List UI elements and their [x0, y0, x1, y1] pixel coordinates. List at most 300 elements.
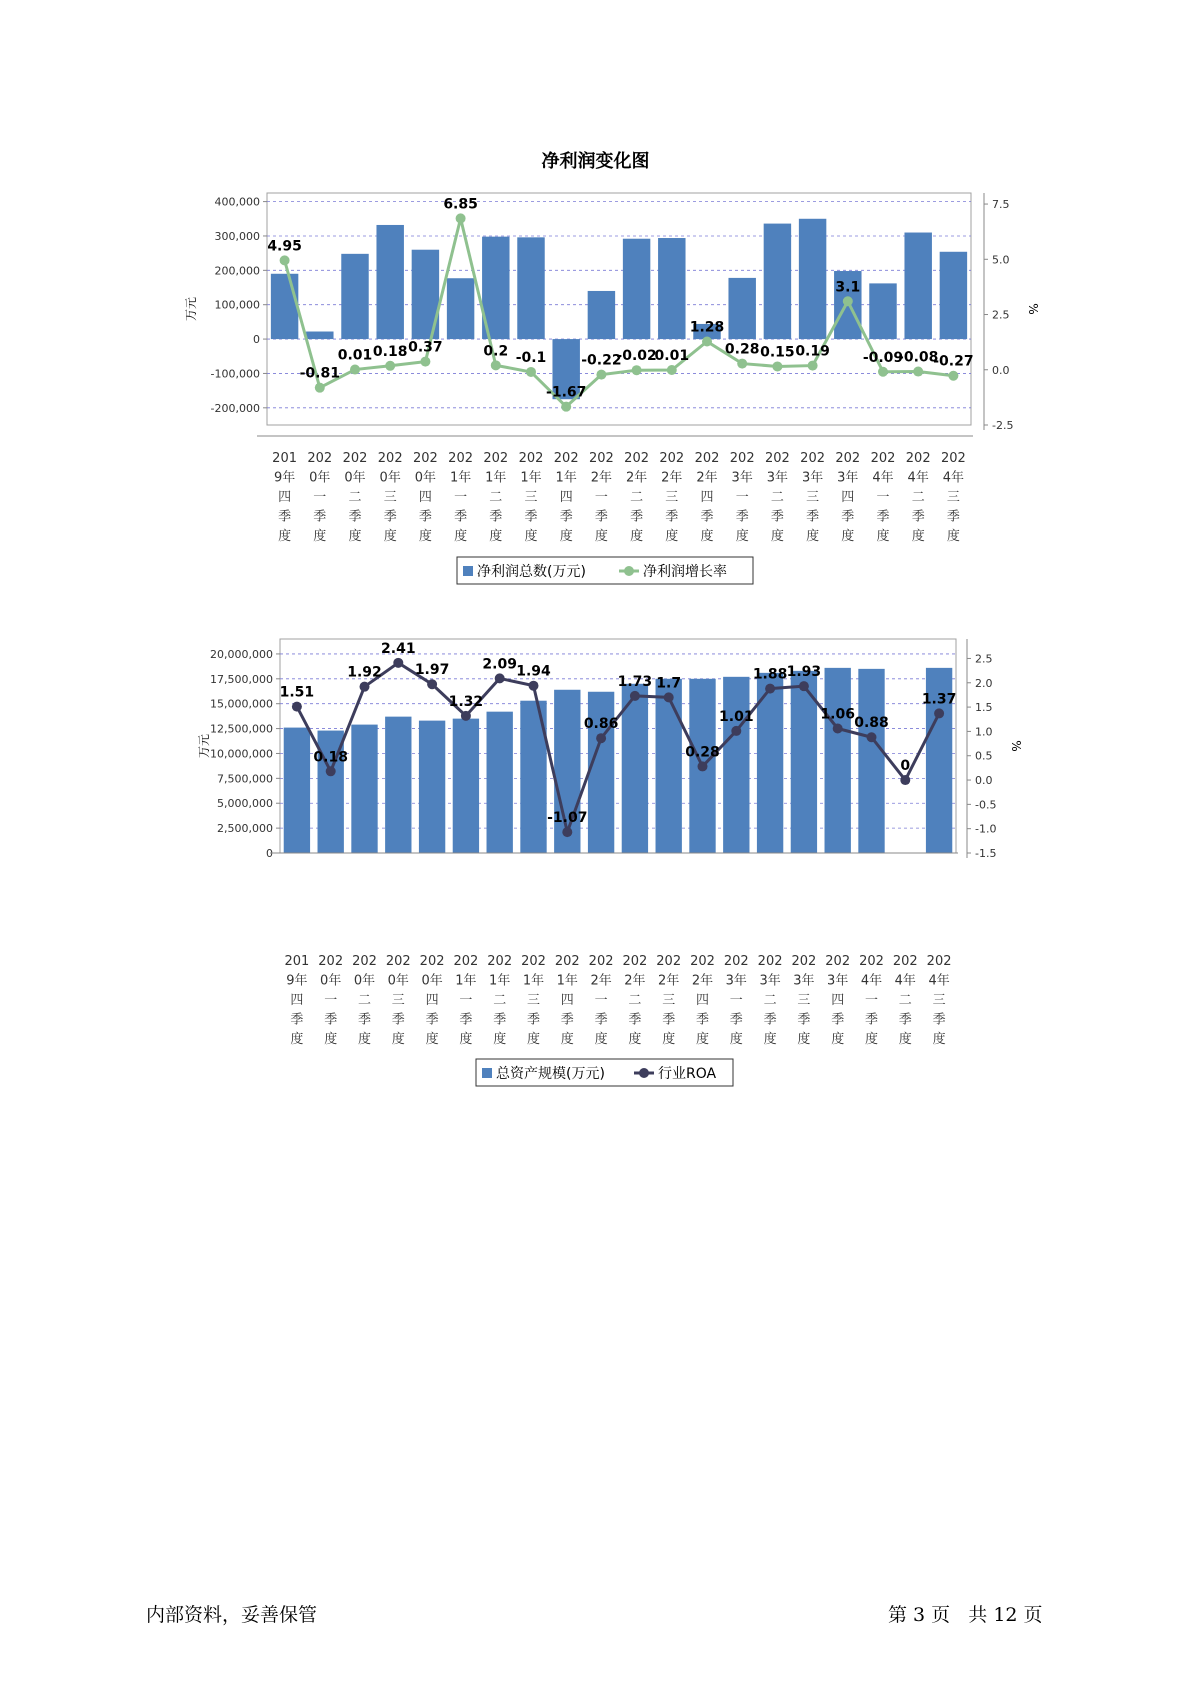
line-point — [420, 357, 430, 367]
line-point — [461, 711, 471, 721]
x-tick-label-line: 0年 — [387, 973, 409, 989]
x-tick-label-line: 202 — [385, 954, 411, 969]
x-tick-label-line: 202 — [757, 954, 783, 969]
line-point — [737, 359, 747, 369]
x-tick-label-line: 二 — [898, 993, 912, 1008]
x-tick-label-line: 3年 — [837, 470, 859, 486]
x-tick-label — [893, 954, 918, 1047]
line-point — [630, 691, 640, 701]
x-tick-label-line: 季 — [864, 1012, 879, 1028]
x-tick-label-line: 度 — [770, 529, 784, 544]
x-tick-label-line: 四 — [695, 993, 710, 1008]
x-tick-label-line: 季 — [313, 509, 327, 525]
x-tick-label-line: 度 — [526, 1032, 541, 1047]
y-tick-label: 0 — [266, 847, 273, 860]
x-tick-label-line: 2年 — [590, 973, 612, 989]
confidential-note: 内部资料，妥善保管 — [146, 1604, 318, 1626]
x-tick-label-line: 季 — [559, 509, 573, 525]
x-tick-label-line: 一 — [313, 490, 327, 505]
x-tick-label-line: 度 — [278, 529, 292, 544]
line-point — [913, 367, 923, 377]
bar — [517, 237, 544, 339]
x-tick-label — [927, 954, 952, 1047]
data-label: 0.19 — [795, 343, 830, 360]
x-tick-label-line: 9年 — [286, 973, 308, 989]
data-label: 0.28 — [685, 744, 720, 761]
line-point — [702, 336, 712, 346]
data-label: 0.01 — [654, 347, 690, 364]
x-tick-label-line: 2年 — [625, 470, 648, 486]
data-label: -0.08 — [898, 349, 939, 366]
x-tick-label-line: 度 — [454, 529, 468, 544]
x-tick-label — [483, 451, 508, 544]
x-tick-label-line: 一 — [594, 993, 608, 1008]
x-tick-label-line: 一 — [876, 490, 890, 505]
line-point — [878, 367, 888, 377]
line-point — [292, 702, 302, 712]
x-tick-label-line: 四 — [425, 993, 439, 1008]
y-tick-label: 10,000,000 — [210, 747, 273, 761]
x-tick-label-line: 度 — [418, 529, 432, 544]
data-label: -0.22 — [581, 352, 622, 369]
x-tick-label-line: 202 — [453, 954, 479, 969]
x-tick-label-line: 一 — [454, 490, 468, 505]
x-tick-label-line: 季 — [489, 509, 503, 525]
y2-tick-label: -0.5 — [975, 798, 997, 812]
data-label: 1.7 — [656, 675, 682, 692]
x-tick-label-line: 季 — [560, 1012, 574, 1028]
y-tick-label: 100,000 — [214, 298, 260, 312]
x-tick-label-line: 度 — [911, 529, 925, 544]
data-label: -0.81 — [299, 365, 340, 382]
data-label: 1.97 — [414, 662, 450, 679]
line-point — [632, 365, 642, 375]
x-tick-label-line: 202 — [905, 451, 931, 466]
bar — [940, 252, 967, 339]
x-tick-label-line: 季 — [290, 1012, 304, 1028]
x-tick-label — [521, 954, 546, 1047]
x-tick-label-line: 季 — [493, 1012, 507, 1028]
x-tick-label-line: 季 — [841, 509, 855, 525]
x-tick-label — [448, 451, 473, 544]
x-tick-label — [690, 954, 715, 1047]
x-tick-label-line: 4年 — [894, 973, 916, 989]
x-tick-label-line: 202 — [622, 954, 648, 969]
legend-line-label: 净利润增长率 — [643, 564, 727, 580]
line-point — [833, 723, 843, 733]
x-tick-label-line: 度 — [357, 1032, 372, 1047]
x-tick-label-line: 201 — [284, 954, 310, 969]
x-tick-label-line: 季 — [729, 1012, 743, 1028]
x-tick-label-line: 1年 — [522, 973, 545, 989]
line-point — [731, 726, 741, 736]
data-label: 0.18 — [372, 343, 408, 360]
line-point — [934, 708, 944, 718]
x-tick-label-line: 3年 — [759, 973, 781, 989]
data-label: 0.15 — [760, 344, 795, 361]
bar — [623, 239, 650, 339]
x-tick-label-line: 度 — [763, 1032, 777, 1047]
x-tick-label-line: 季 — [454, 509, 468, 525]
line-point — [596, 370, 606, 380]
x-tick-label-line: 202 — [690, 954, 715, 969]
net-profit-chart-canvas — [0, 135, 1191, 605]
line-point — [667, 365, 677, 375]
bar — [904, 233, 931, 340]
x-tick-label — [695, 451, 720, 544]
x-tick-label-line: 季 — [911, 509, 925, 525]
x-tick-label-line: 二 — [357, 993, 372, 1008]
x-tick-label — [589, 954, 614, 1047]
total-assets-chart-canvas — [0, 635, 1191, 1105]
data-label: 1.88 — [752, 666, 788, 683]
x-tick-label-line: 202 — [483, 451, 509, 466]
data-label: 0.01 — [337, 347, 373, 364]
x-tick-label-line: 四 — [559, 490, 573, 505]
x-tick-label — [386, 954, 411, 1047]
x-tick-label-line: 1年 — [449, 470, 472, 486]
legend-bar-swatch — [482, 1068, 492, 1078]
x-tick-label-line: 2年 — [624, 973, 646, 989]
data-label: 0 — [900, 758, 911, 775]
x-tick-label — [487, 954, 512, 1047]
line-point — [385, 361, 395, 371]
y-axis-label: 万元 — [184, 296, 198, 322]
x-tick-label-line: 2年 — [691, 973, 714, 989]
x-tick-label-line: 季 — [324, 1012, 338, 1028]
y2-axis-label: % — [1026, 303, 1040, 315]
y2-tick-label: 0.5 — [975, 749, 993, 763]
x-tick-label-line: 202 — [554, 954, 580, 969]
x-tick-label-line: 季 — [383, 509, 397, 525]
line-point — [491, 360, 501, 370]
x-tick-label — [659, 451, 684, 544]
x-tick-label-line: 202 — [419, 954, 445, 969]
x-tick-label-line: 度 — [831, 1032, 845, 1047]
bar — [588, 291, 615, 339]
line-point — [427, 679, 437, 689]
x-tick-label-line: 2年 — [590, 470, 613, 486]
y-tick-label: 5,000,000 — [217, 797, 273, 811]
line-point — [360, 682, 370, 692]
data-label: -1.07 — [547, 810, 588, 827]
data-label: 1.28 — [689, 319, 725, 336]
line-point — [772, 361, 782, 371]
data-label: -0.1 — [515, 349, 547, 366]
x-tick-label — [307, 451, 332, 544]
net-profit-chart — [0, 135, 1191, 605]
y-tick-label: 20,000,000 — [210, 647, 273, 661]
x-tick-label-line: 度 — [876, 529, 890, 544]
x-tick-label-line: 一 — [459, 993, 473, 1008]
x-tick-label-line: 4年 — [928, 973, 950, 989]
bar — [271, 274, 298, 339]
x-tick-label-line: 202 — [588, 954, 614, 969]
x-tick-label-line: 202 — [624, 451, 650, 466]
x-tick-label — [871, 451, 896, 544]
x-tick-label-line: 度 — [489, 529, 503, 544]
x-tick-label-line: 度 — [493, 1032, 507, 1047]
x-tick-label-line: 一 — [735, 490, 749, 505]
x-tick-label-line: 度 — [700, 529, 714, 544]
x-tick-label-line: 季 — [735, 509, 749, 525]
x-tick-label — [624, 451, 649, 544]
x-tick-label-line: 四 — [418, 490, 432, 505]
x-tick-label-line: 度 — [735, 529, 749, 544]
x-tick-label-line: 季 — [700, 509, 714, 525]
x-tick-label-line: 3年 — [731, 470, 753, 486]
x-tick-label-line: 3年 — [801, 470, 824, 486]
x-tick-label-line: 度 — [841, 529, 855, 544]
x-tick-label-line: 度 — [594, 1032, 608, 1047]
x-tick-label — [859, 954, 884, 1047]
bar — [447, 278, 474, 339]
y-tick-label: 17,500,000 — [210, 672, 273, 686]
x-tick-label — [791, 954, 816, 1047]
x-tick-label-line: 1年 — [489, 973, 511, 989]
x-tick-label-line: 季 — [831, 1012, 845, 1028]
x-tick-label — [453, 954, 478, 1047]
x-tick-label-line: 四 — [831, 993, 845, 1008]
line-point — [456, 213, 466, 223]
x-tick-label-line: 季 — [628, 1012, 642, 1028]
y-tick-label: 7,500,000 — [217, 772, 273, 786]
legend-line-label: 行业ROA — [658, 1066, 717, 1082]
x-tick-label — [284, 954, 309, 1047]
x-tick-label-line: 季 — [797, 1012, 811, 1028]
legend — [476, 1059, 733, 1086]
page-number: 第 3 页 共 12 页 — [888, 1604, 1043, 1626]
x-tick-label-line: 0年 — [344, 470, 366, 486]
x-tick-label-line: 三 — [383, 490, 397, 505]
y2-tick-label: 5.0 — [992, 253, 1010, 267]
x-tick-label-line: 度 — [946, 529, 960, 544]
data-label: 0.2 — [483, 343, 509, 360]
x-tick-label-line: 202 — [318, 954, 344, 969]
x-tick-label-line: 202 — [729, 451, 755, 466]
x-tick-label-line: 度 — [313, 529, 327, 544]
x-tick-label-line: 3年 — [827, 973, 849, 989]
x-tick-label-line: 二 — [628, 993, 642, 1008]
y-tick-label: 300,000 — [214, 229, 260, 243]
x-tick-label-line: 1年 — [555, 470, 577, 486]
x-tick-label-line: 201 — [272, 451, 298, 466]
x-tick-label-line: 0年 — [414, 470, 437, 486]
data-label: 1.37 — [921, 691, 957, 708]
x-tick-label-line: 202 — [659, 451, 685, 466]
legend-line-marker — [639, 1068, 649, 1078]
x-tick-label-line: 202 — [377, 451, 403, 466]
bar — [764, 224, 791, 339]
x-tick-label-line: 三 — [526, 993, 541, 1008]
x-tick-label — [554, 451, 579, 544]
x-tick-label-line: 二 — [493, 993, 507, 1008]
y2-tick-label: 2.0 — [975, 676, 993, 690]
bar — [453, 719, 479, 853]
x-tick-label-line: 202 — [870, 451, 896, 466]
x-tick-label-line: 季 — [391, 1012, 405, 1028]
line-point — [843, 296, 853, 306]
x-tick-label-line: 202 — [835, 451, 861, 466]
line-point — [664, 692, 674, 702]
x-tick-label-line: 202 — [521, 954, 546, 969]
plot-area — [267, 193, 974, 425]
x-tick-label-line: 202 — [342, 451, 368, 466]
bar — [341, 254, 368, 339]
x-tick-label-line: 季 — [524, 509, 538, 525]
legend-bar-label: 净利润总数(万元) — [477, 564, 586, 580]
x-tick-label-line: 三 — [806, 490, 820, 505]
x-tick-label — [835, 451, 860, 544]
x-tick-label-line: 202 — [412, 451, 438, 466]
x-tick-label-line: 度 — [290, 1032, 304, 1047]
x-tick-label — [352, 954, 377, 1047]
x-tick-label-line: 三 — [665, 490, 679, 505]
y2-tick-label: 1.5 — [975, 701, 993, 715]
x-tick-label — [800, 451, 825, 544]
x-tick-label-line: 季 — [695, 1012, 710, 1028]
data-label: 0.28 — [724, 341, 760, 358]
data-label: -0.02 — [616, 348, 657, 365]
x-tick-label-line: 三 — [932, 993, 946, 1008]
x-tick-label-line: 4年 — [872, 470, 894, 486]
x-tick-label — [730, 451, 755, 544]
data-label: 1.32 — [448, 693, 484, 710]
x-tick-label-line: 季 — [418, 509, 432, 525]
x-tick-label-line: 0年 — [421, 973, 443, 989]
data-label: 6.85 — [443, 196, 478, 213]
x-tick-label-line: 季 — [278, 509, 292, 525]
x-tick-label-line: 度 — [324, 1032, 338, 1047]
x-tick-label-line: 3年 — [766, 470, 789, 486]
y-tick-label: 2,500,000 — [217, 822, 273, 836]
bar — [858, 669, 884, 853]
y-axis-label: 万元 — [197, 733, 211, 759]
x-tick-label-line: 一 — [594, 490, 608, 505]
line-point — [867, 732, 877, 742]
x-tick-label-line: 202 — [791, 954, 817, 969]
bar — [284, 728, 310, 853]
y2-tick-label: 7.5 — [992, 198, 1010, 212]
x-tick-label-line: 202 — [656, 954, 682, 969]
x-tick-label-line: 度 — [383, 529, 397, 544]
y2-tick-label: 2.5 — [992, 308, 1010, 322]
data-label: 1.92 — [347, 664, 382, 681]
x-tick-label-line: 度 — [729, 1032, 743, 1047]
x-tick-label-line: 季 — [806, 509, 820, 525]
x-tick-label-line: 202 — [588, 451, 614, 466]
x-tick-label-line: 4年 — [860, 973, 883, 989]
legend-bar-swatch — [463, 566, 473, 576]
bar — [376, 225, 403, 339]
x-tick-label-line: 度 — [695, 1032, 710, 1047]
legend — [457, 557, 753, 584]
x-tick-label-line: 季 — [357, 1012, 372, 1028]
y2-axis-label: % — [1009, 740, 1023, 752]
x-tick-label-line: 度 — [628, 1032, 642, 1047]
x-tick-label-line: 1年 — [520, 470, 542, 486]
x-tick-label — [758, 954, 783, 1047]
x-tick-label — [378, 451, 403, 544]
x-tick-label-line: 一 — [729, 993, 743, 1008]
x-tick-label-line: 度 — [594, 529, 608, 544]
y-tick-label: 12,500,000 — [210, 722, 273, 736]
y2-tick-label: -2.5 — [992, 419, 1014, 432]
x-tick-label — [724, 954, 749, 1047]
x-tick-label-line: 202 — [825, 954, 851, 969]
data-label: 1.01 — [719, 708, 754, 725]
x-tick-label-line: 202 — [892, 954, 918, 969]
legend-line-marker — [624, 566, 634, 576]
line-point — [799, 681, 809, 691]
line-point — [562, 827, 572, 837]
x-tick-label-line: 季 — [932, 1012, 946, 1028]
x-tick-label-line: 季 — [876, 509, 890, 525]
line-point — [495, 673, 505, 683]
total-assets-chart — [0, 635, 1191, 1105]
x-tick-label-line: 季 — [594, 509, 608, 525]
x-tick-label-line: 3年 — [725, 973, 747, 989]
line-point — [280, 255, 290, 265]
bar — [728, 278, 755, 339]
x-tick-label-line: 二 — [911, 490, 925, 505]
x-tick-label — [519, 451, 544, 544]
data-label: -0.09 — [862, 349, 904, 366]
x-tick-label-line: 0年 — [309, 470, 331, 486]
x-tick-label-line: 度 — [348, 529, 362, 544]
x-tick-label-line: 0年 — [320, 973, 342, 989]
data-label: 0.37 — [408, 339, 443, 356]
y-tick-label: 15,000,000 — [210, 697, 273, 711]
x-tick-label-line: 202 — [518, 451, 544, 466]
x-tick-label-line: 二 — [489, 490, 503, 505]
x-tick-label-line: 季 — [459, 1012, 473, 1028]
bar — [656, 679, 682, 853]
x-tick-label — [420, 954, 445, 1047]
x-tick-label-line: 202 — [553, 451, 579, 466]
data-label: 3.1 — [835, 279, 861, 296]
x-tick-label-line: 202 — [764, 451, 790, 466]
y2-tick-label: -1.5 — [975, 847, 997, 860]
x-tick-label-line: 三 — [797, 993, 811, 1008]
x-tick-label-line: 202 — [859, 954, 884, 969]
data-label: 1.51 — [279, 684, 315, 701]
x-tick-label-line: 季 — [425, 1012, 439, 1028]
x-tick-label-line: 季 — [770, 509, 784, 525]
x-tick-label — [555, 954, 580, 1047]
x-tick-label — [656, 954, 681, 1047]
bar — [306, 332, 333, 340]
data-label: 1.06 — [820, 706, 855, 723]
x-tick-label-line: 三 — [662, 993, 676, 1008]
bar — [419, 721, 445, 853]
x-tick-label-line: 2年 — [696, 470, 718, 486]
x-tick-label-line: 季 — [946, 509, 960, 525]
x-tick-label-line: 二 — [770, 490, 784, 505]
line-point — [596, 733, 606, 743]
x-tick-label-line: 季 — [665, 509, 679, 525]
y-tick-label: -100,000 — [210, 367, 260, 381]
x-tick-label-line: 一 — [324, 993, 338, 1008]
x-tick-label-line: 度 — [932, 1032, 946, 1047]
x-tick-label-line: 度 — [560, 1032, 574, 1047]
x-tick-label-line: 1年 — [556, 973, 578, 989]
x-tick-label — [765, 451, 790, 544]
data-label: -0.27 — [933, 353, 974, 370]
x-tick-label-line: 202 — [448, 451, 474, 466]
y2-tick-label: -1.0 — [975, 822, 997, 836]
bar — [825, 668, 851, 853]
